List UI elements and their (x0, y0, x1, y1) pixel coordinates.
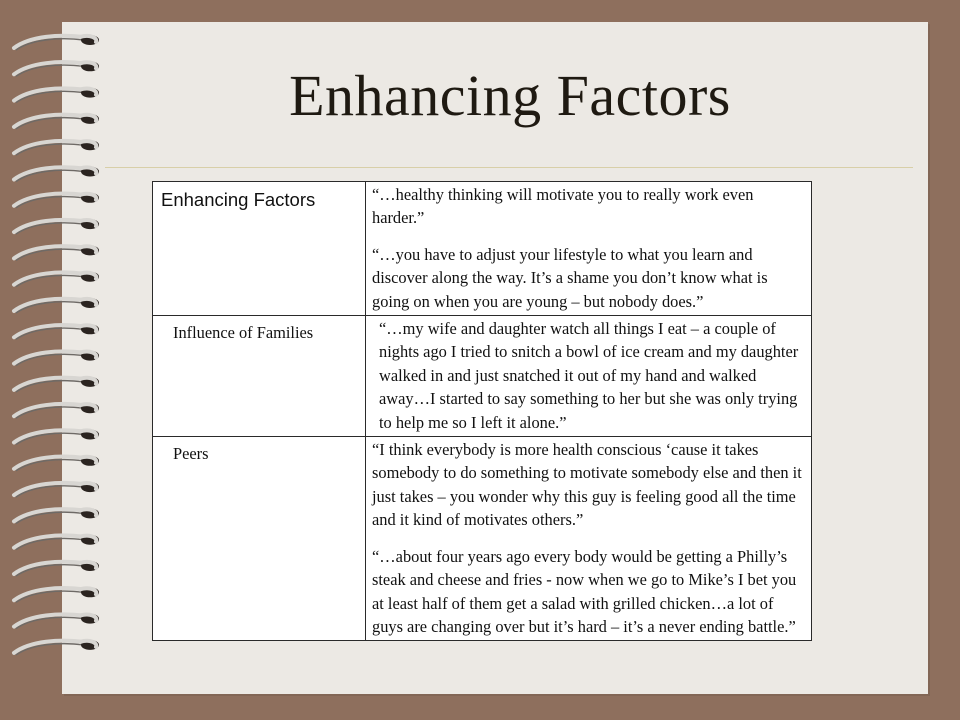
title-divider (105, 167, 913, 168)
spiral-coil (14, 246, 84, 258)
spiral-coil (14, 614, 84, 626)
factors-table (152, 181, 812, 641)
spiral-coil (14, 167, 84, 179)
quote-cell (366, 182, 812, 316)
quote-cell (366, 437, 812, 641)
row-label: Influence of Families (153, 316, 366, 437)
quote-text: “…about four years ago every body would be getting a Philly’s steak and cheese and fries - now when we go to Mike’s I bet you at least half of them get a salad with grilled chicken…a lot of guys are changing over but it’s hard – it’s a never ending battle.” (372, 546, 797, 636)
table-row (153, 316, 812, 437)
spiral-coil (14, 272, 84, 284)
quote-text: “…you have to adjust your lifestyle to what you learn and discover along the way. It’s a shame you don’t know what is going on when you are young – but nobody does.” (372, 244, 768, 311)
spiral-coil (14, 535, 84, 547)
spiral-coil (14, 220, 84, 232)
spiral-coil (14, 194, 84, 206)
spiral-coil (14, 509, 84, 521)
row-label: Enhancing Factors (153, 182, 366, 316)
quote-text: “I think everybody is more health conscious ‘cause it takes somebody to do something to motivate somebody else and then it just takes – you wonder why this guy is feeling good all the time and it kind of motivates others.” (372, 440, 802, 530)
spiral-coil (14, 299, 84, 311)
table-row (153, 182, 812, 316)
spiral-coil (14, 36, 84, 48)
quote-text: “…my wife and daughter watch all things I eat – a couple of nights ago I tried to snitch a bowl of ice cream and my daughter walked in and just snatched it out of my hand and walked away…I started to say something to her but she was only trying to help me so I left it alone.” (379, 319, 799, 432)
spiral-coil (14, 378, 84, 390)
spiral-coil (14, 325, 84, 337)
table-row (153, 437, 812, 641)
quote-text: “…healthy thinking will motivate you to really work even harder.” (372, 185, 754, 228)
spiral-coil (14, 404, 84, 416)
spiral-coil (14, 641, 84, 653)
spiral-coil (14, 562, 84, 574)
row-label: Peers (153, 437, 366, 641)
spiral-coil (14, 588, 84, 600)
spiral-coil (14, 430, 84, 442)
spiral-coil (14, 483, 84, 495)
spiral-coil (14, 351, 84, 363)
spiral-coil (14, 457, 84, 469)
quote-cell (366, 316, 812, 437)
spiral-coil (14, 141, 84, 153)
slide-title: Enhancing Factors (289, 63, 731, 128)
